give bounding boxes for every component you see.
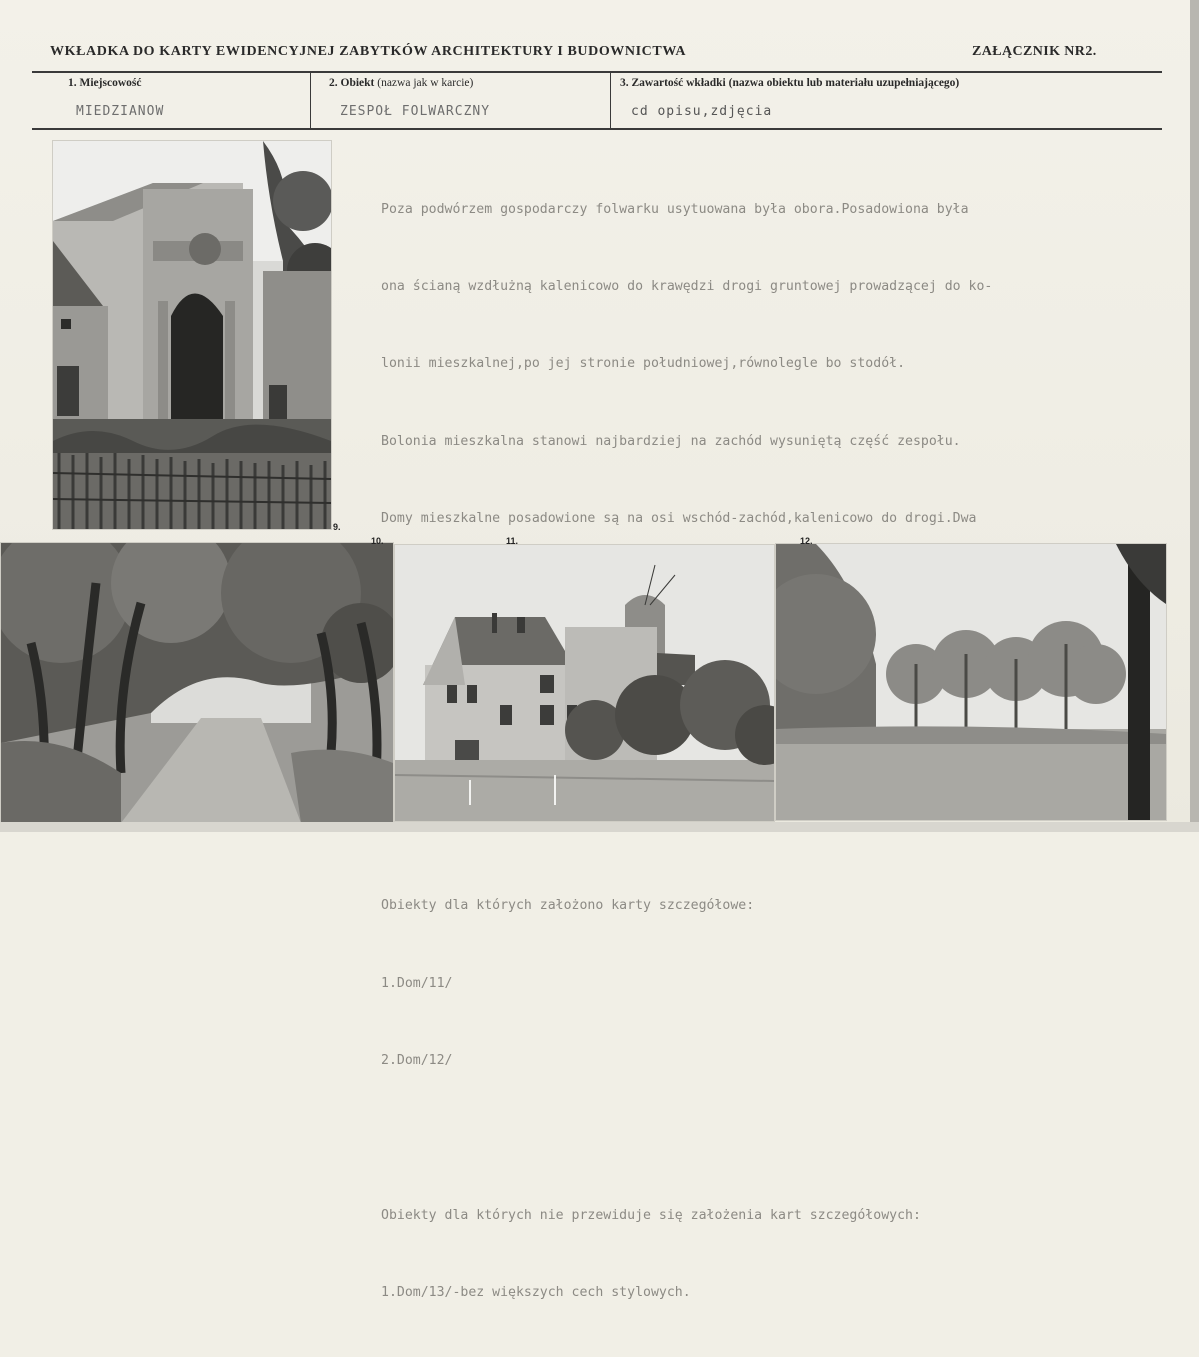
- object-label-main: 2. Obiekt: [329, 77, 375, 89]
- photo-gate-building-image: [53, 141, 331, 529]
- text-line: Obiekty dla których założono karty szczegółowe:: [381, 898, 755, 914]
- photo-gate-building: [52, 140, 332, 530]
- photo-tree-lined-path: [0, 542, 394, 824]
- text-line: 1.Dom/13/-bez większych cech stylowych.: [381, 1285, 691, 1301]
- scan-edge-right: [1190, 0, 1199, 832]
- photo-number-9: 9.: [333, 522, 341, 532]
- field-divider-1: [310, 72, 311, 128]
- photo-park-meadow-image: [776, 544, 1166, 820]
- text-line: Obiekty dla których nie przewiduje się założenia kart szczegółowych:: [381, 1207, 921, 1223]
- text-line: ona ścianą wzdłużną kalenicowo do krawędzi drogi gruntowej prowadzącej do ko-: [381, 278, 993, 294]
- text-line: Poza podwórzem gospodarczy folwarku usytuowana była obora.Posadowiona była: [381, 201, 969, 217]
- object-label-note: (nazwa jak w karcie): [377, 77, 474, 89]
- contents-value: cd opisu,zdjęcia: [631, 104, 773, 119]
- scan-edge-bottom: [0, 822, 1199, 832]
- photo-manor-house: [394, 544, 775, 822]
- text-line: lonii mieszkalnej,po jej stronie południowej,równolegle bo stodół.: [381, 356, 906, 372]
- photo-park-meadow: [775, 543, 1167, 821]
- locality-value: MIEDZIANOW: [76, 104, 165, 119]
- header-rule-bottom: [32, 128, 1162, 130]
- photo-number-11: 11.: [506, 536, 519, 546]
- photo-number-10: 10.: [371, 536, 384, 546]
- text-line: [381, 1125, 1171, 1151]
- locality-label: 1. Miejscowość: [68, 77, 142, 89]
- photo-number-12: 12.: [800, 536, 813, 546]
- photo-manor-house-image: [395, 545, 774, 821]
- text-line: Domy mieszkalne posadowione są na osi wschód-zachód,kalenicowo do drogi.Dwa: [381, 511, 977, 527]
- object-label: [329, 77, 473, 89]
- document-title: WKŁADKA DO KARTY EWIDENCYJNEJ ZABYTKÓW ARCHITEKTURY I BUDOWNICTWA: [50, 44, 687, 59]
- text-line: 2.Dom/12/: [381, 1052, 453, 1068]
- text-line: Bolonia mieszkalna stanowi najbardziej na zachód wysuniętą część zespołu.: [381, 433, 961, 449]
- attachment-number: ZAŁĄCZNIK NR2.: [972, 44, 1097, 59]
- text-line: 1.Dom/11/: [381, 975, 453, 991]
- object-value: ZESPOŁ FOLWARCZNY: [340, 104, 491, 119]
- header-rule-top: [32, 71, 1162, 73]
- contents-label: 3. Zawartość wkładki (nazwa obiektu lub materiału uzupełniającego): [620, 77, 960, 89]
- photo-tree-lined-path-image: [1, 543, 393, 823]
- field-divider-2: [610, 72, 611, 128]
